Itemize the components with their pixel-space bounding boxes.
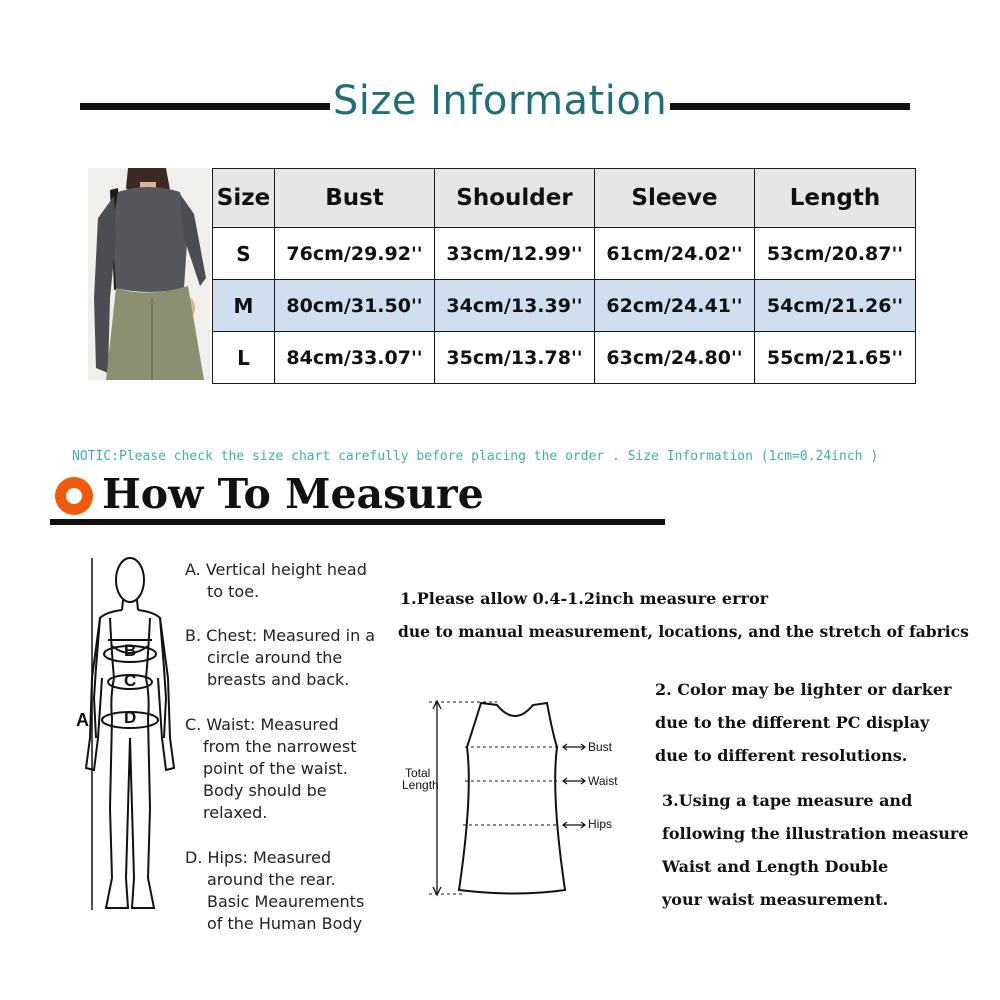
note-2-line-1: 2. Color may be lighter or darker — [655, 680, 952, 699]
note-1-line-1: 1.Please allow 0.4-1.2inch measure error — [400, 589, 769, 608]
how-to-measure-title: How To Measure — [102, 470, 484, 518]
instruction-line: B. Chest: Measured in a — [185, 626, 376, 645]
table-cell-size: L — [213, 332, 275, 384]
table-cell: 34cm/13.39'' — [435, 280, 595, 332]
body-label-a: A — [76, 710, 89, 730]
note-1-line-2: due to manual measurement, locations, and the stretch of fabrics — [398, 622, 969, 641]
instruction-b — [185, 625, 375, 691]
column-header: Bust — [275, 169, 435, 228]
table-cell: 84cm/33.07'' — [275, 332, 435, 384]
title-rule-left — [80, 103, 330, 110]
instruction-line: A. Vertical height head — [185, 560, 367, 579]
instruction-line: breasts and back. — [207, 670, 350, 689]
note-3-line-1: 3.Using a tape measure and — [662, 791, 913, 810]
note-3-line-2: following the illustration measure — [662, 824, 969, 843]
column-header: Shoulder — [435, 169, 595, 228]
instruction-c — [185, 714, 356, 824]
table-cell: 33cm/12.99'' — [435, 228, 595, 280]
product-photo — [88, 168, 210, 380]
instruction-line: of the Human Body — [207, 914, 363, 933]
note-3-line-3: Waist and Length Double — [662, 857, 889, 876]
dress-label-waist: Waist — [588, 774, 618, 788]
note-2-line-3: due to different resolutions. — [655, 746, 908, 765]
instruction-line: C. Waist: Measured — [185, 715, 339, 734]
table-row — [213, 228, 916, 280]
instruction-line: relaxed. — [203, 803, 268, 822]
instruction-line: to toe. — [207, 582, 260, 601]
body-figure-diagram — [70, 548, 180, 920]
column-header: Size — [213, 169, 275, 228]
instruction-line: point of the waist. — [203, 759, 348, 778]
instruction-line: Basic Meaurements — [207, 892, 365, 911]
body-label-b: B — [124, 641, 137, 660]
heading-underline — [50, 519, 665, 525]
instruction-line: around the rear. — [207, 870, 336, 889]
dress-label-bust: Bust — [588, 740, 613, 754]
table-cell-size: M — [213, 280, 275, 332]
column-header: Sleeve — [595, 169, 755, 228]
instruction-line: from the narrowest — [203, 737, 357, 756]
instruction-line: Body should be — [203, 781, 327, 800]
table-cell: 53cm/20.87'' — [755, 228, 916, 280]
table-cell-size: S — [213, 228, 275, 280]
instruction-d — [185, 847, 364, 935]
instruction-line: D. Hips: Measured — [185, 848, 332, 867]
dress-label-length: Length — [402, 778, 439, 792]
title-rule-right — [670, 103, 910, 110]
table-cell: 62cm/24.41'' — [595, 280, 755, 332]
page-title: Size Information — [332, 78, 668, 124]
table-cell: 55cm/21.65'' — [755, 332, 916, 384]
table-cell: 35cm/13.78'' — [435, 332, 595, 384]
dress-diagram — [425, 695, 625, 900]
table-cell: 76cm/29.92'' — [275, 228, 435, 280]
instruction-a — [185, 559, 367, 603]
table-cell: 61cm/24.02'' — [595, 228, 755, 280]
note-2-line-2: due to the different PC display — [655, 713, 930, 732]
table-row — [213, 332, 916, 384]
notice-text: NOTIC:Please check the size chart carefully before placing the order . Size Information (1cm=0.24inch ) — [72, 449, 879, 464]
dress-label-total: Total — [405, 766, 431, 780]
table-cell: 80cm/31.50'' — [275, 280, 435, 332]
table-cell: 54cm/21.26'' — [755, 280, 916, 332]
instruction-line: circle around the — [207, 648, 343, 667]
body-label-d: D — [124, 708, 137, 727]
body-label-c: C — [124, 671, 137, 690]
dress-label-hips: Hips — [588, 817, 613, 831]
orange-ring-bullet-icon — [55, 477, 93, 515]
note-3-line-4: your waist measurement. — [662, 890, 889, 909]
table-cell: 63cm/24.80'' — [595, 332, 755, 384]
table-header-row — [213, 169, 916, 228]
table-row-highlighted — [213, 280, 916, 332]
column-header: Length — [755, 169, 916, 228]
size-chart-table — [212, 168, 916, 384]
